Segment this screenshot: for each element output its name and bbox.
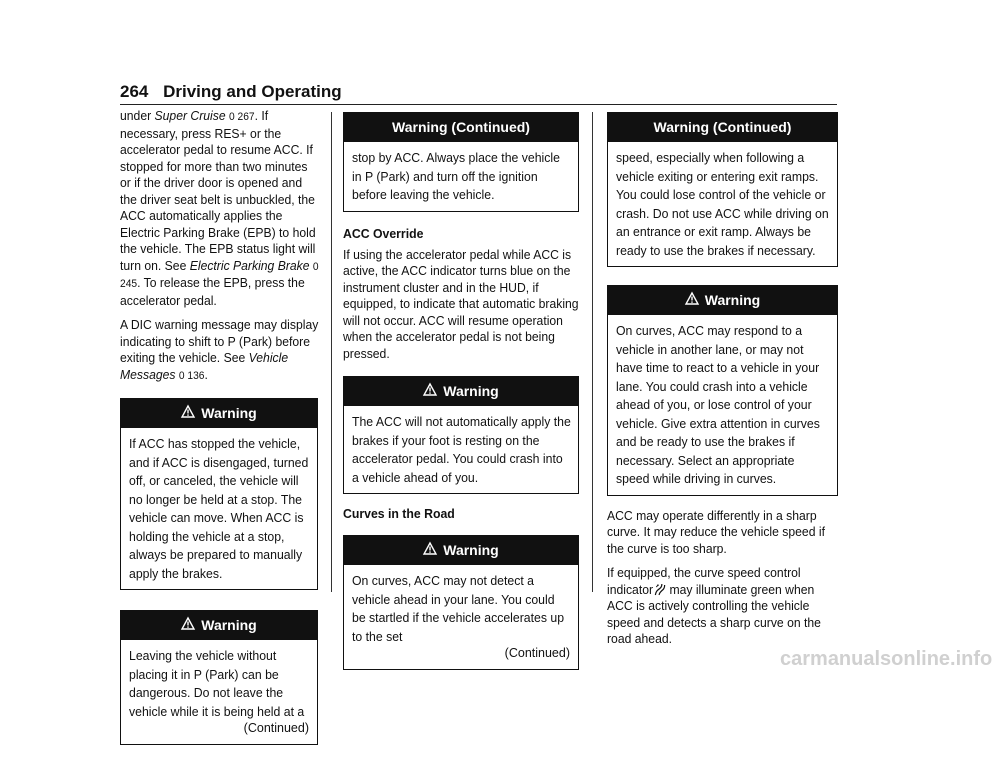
page-header xyxy=(120,82,342,102)
warning-box xyxy=(120,398,318,590)
column-3 xyxy=(607,108,838,656)
warning-triangle-icon xyxy=(685,292,699,308)
section-heading: Curves in the Road xyxy=(343,506,455,521)
column-divider-2 xyxy=(592,112,593,592)
paragraph: under Super Cruise 0 267. If necessary, press RES+ or the accelerator pedal to resume ACC. If stopped for more than two minutes or if the driver door is opened and the driver seat belt is unbuckled, the ACC automatically applies the Electric Parking Brake (EPB) to hold the vehicle. The EPB status light will turn on. See Electric Parking Brake 0 245. To release the EPB, press the accelerator pedal. xyxy=(120,108,319,308)
paragraph: If using the accelerator pedal while ACC is active, the ACC indicator turns blue on the instrument cluster and in the HUD, if equipped, to indicate that automatic braking will not occur. ACC will resume operation when the accelerator pedal is not being pressed. xyxy=(343,246,579,361)
column-2 xyxy=(343,108,579,690)
page-ref[interactable]: 0 267 xyxy=(228,111,255,123)
watermark: carmanualsonline.info xyxy=(780,648,992,670)
warning-title: Warning (Continued) xyxy=(344,113,578,142)
link-electric-parking-brake[interactable]: Electric Parking Brake xyxy=(189,257,310,273)
warning-body: stop by ACC. Always place the vehicle in P (Park) and turn off the ignition before leaving the vehicle. xyxy=(352,150,560,202)
warning-body: speed, especially when following a vehicle exiting or entering exit ramps. You could lose control of the vehicle or crash. Do not use ACC while driving on an entrance or exit ramp. Always be ready to use the brakes if necessary. xyxy=(616,150,829,258)
header-rule xyxy=(120,104,837,105)
warning-body: On curves, ACC may respond to a vehicle in another lane, or may not have time to react to a vehicle in your lane. You could crash into a vehicle ahead of you, or lose control of your vehicle. Give extra attention in curves and be ready to use the brakes if necessary. Select an appropriate speed while driving in curves. xyxy=(616,323,820,486)
page-ref[interactable]: 0 245 xyxy=(120,260,319,290)
link-super-cruise[interactable]: Super Cruise xyxy=(154,108,226,123)
warning-title: Warning xyxy=(121,611,317,640)
warning-box xyxy=(120,610,318,745)
warning-body: The ACC will not automatically apply the brakes if your foot is resting on the accelerator pedal. You could crash into a vehicle ahead of you. xyxy=(352,414,571,485)
warning-body: If ACC has stopped the vehicle, and if ACC is disengaged, turned off, or canceled, the vehicle will no longer be held at a stop. The vehicle can move. When ACC is holding the vehicle at a stop, always be prepared to manually apply the brakes. xyxy=(129,436,309,581)
warning-triangle-icon xyxy=(423,542,437,558)
warning-title: Warning (Continued) xyxy=(608,113,837,142)
warning-box xyxy=(343,376,579,494)
continued-label: (Continued) xyxy=(243,721,309,735)
paragraph: If equipped, the curve speed control indicator may illuminate green when ACC is actively controlling the vehicle speed and detects a sharp curve on the road ahead. xyxy=(607,565,821,646)
warning-box xyxy=(343,112,579,212)
warning-title: Warning xyxy=(344,377,578,406)
warning-box xyxy=(607,285,838,496)
page-ref[interactable]: 0 136 xyxy=(178,369,205,382)
paragraph: ACC may operate differently in a sharp curve. It may reduce the vehicle speed if the curve is too sharp. xyxy=(607,507,825,556)
warning-box xyxy=(343,535,579,670)
warning-body: Leaving the vehicle without placing it in P (Park) can be dangerous. Do not leave the vehicle while it is being held at a xyxy=(129,648,305,719)
link-vehicle-messages[interactable]: Vehicle Messages xyxy=(120,350,289,382)
column-divider-1 xyxy=(331,112,332,592)
curve-speed-control-icon xyxy=(653,582,666,596)
warning-title: Warning xyxy=(121,399,317,428)
warning-title: Warning xyxy=(344,536,578,565)
section-heading: ACC Override xyxy=(343,225,424,241)
page-number: 264 xyxy=(120,82,149,101)
continued-label: (Continued) xyxy=(504,646,570,660)
warning-title: Warning xyxy=(608,286,837,315)
warning-triangle-icon xyxy=(181,405,195,421)
section-title: Driving and Operating xyxy=(163,82,342,101)
paragraph: A DIC warning message may display indicating to shift to P (Park) before exiting the vehicle. See Vehicle Messages 0 136. xyxy=(120,317,319,382)
warning-body: On curves, ACC may not detect a vehicle ahead in your lane. You could be startled if the vehicle accelerates up to the set xyxy=(352,573,565,644)
warning-box xyxy=(607,112,838,267)
warning-triangle-icon xyxy=(181,617,195,633)
column-1 xyxy=(120,108,318,765)
warning-triangle-icon xyxy=(423,383,437,399)
